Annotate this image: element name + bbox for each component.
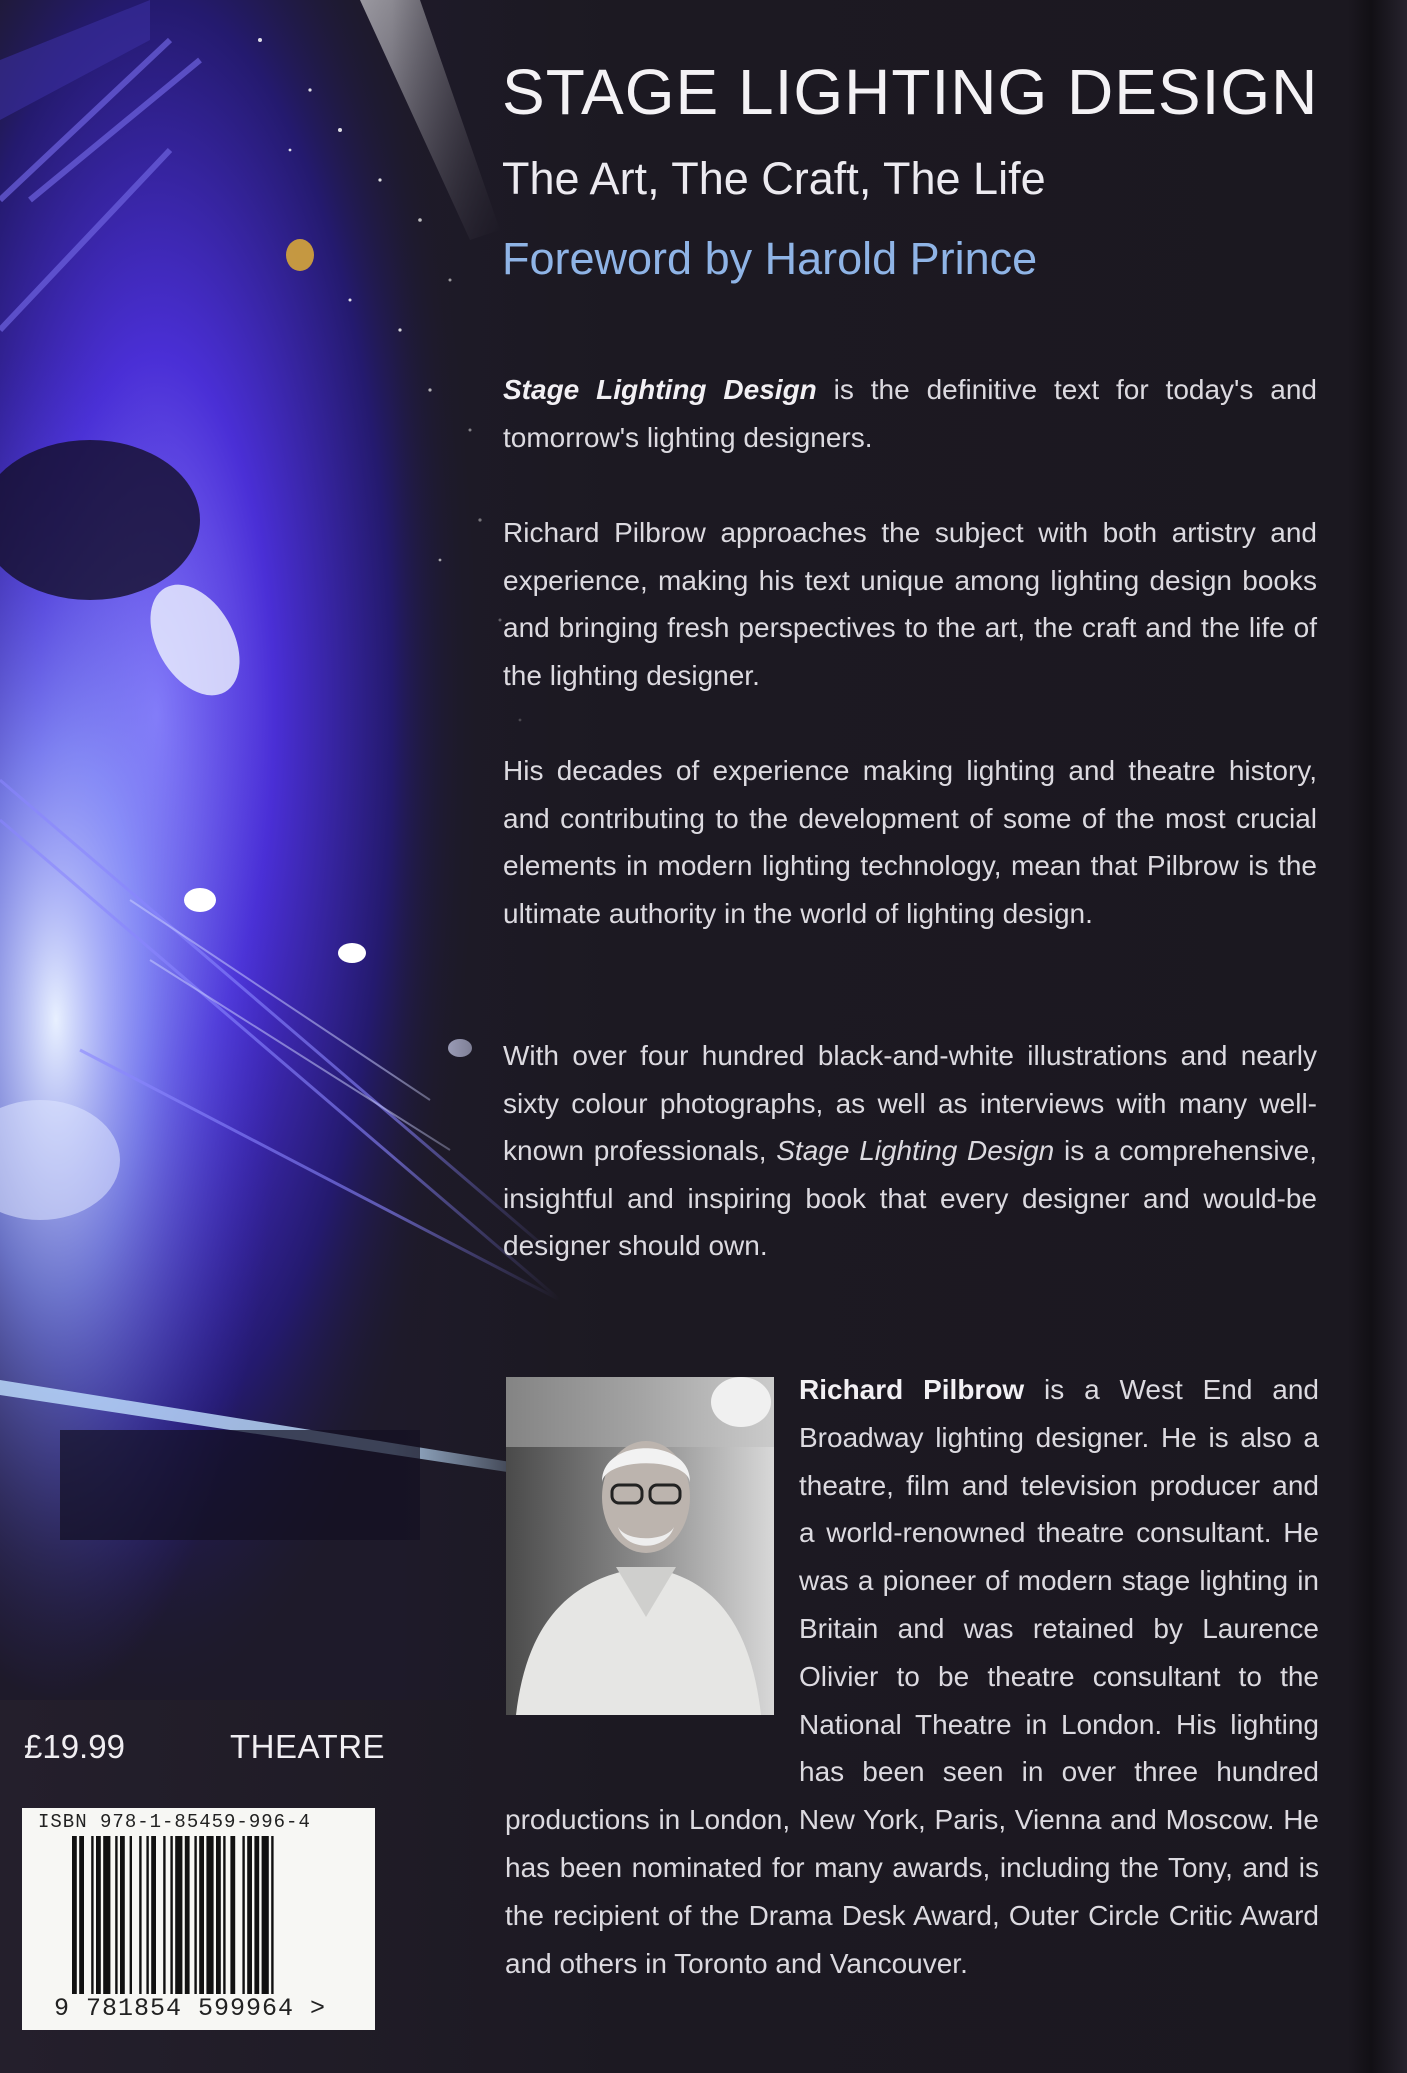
isbn-label: ISBN 978-1-85459-996-4 <box>38 1811 311 1833</box>
barcode-bar <box>206 1836 213 1994</box>
blurb-paragraph-2: Richard Pilbrow approaches the subject with both artistry and experience, making his text unique among lighting design books and bringing fresh perspectives to the art, the craft and the life of the lighting designer. <box>503 517 1317 691</box>
blurb-paragraph-3: His decades of experience making lighting and theatre history, and contributing to the development of some of the most crucial elements in modern lighting technology, mean that Pilbrow is the ultimate authority in the world of lighting design. <box>503 755 1317 929</box>
barcode-bar <box>103 1836 110 1994</box>
barcode-bar <box>151 1836 156 1994</box>
barcode-bar <box>91 1836 93 1994</box>
barcode-bar <box>230 1836 235 1994</box>
author-photo <box>506 1377 774 1715</box>
blurb-paragraph-1 <box>503 366 1317 461</box>
barcode-bar <box>170 1836 172 1994</box>
book-title: STAGE LIGHTING DESIGN <box>502 56 1319 128</box>
barcode-number: 9 781854 599964 > <box>54 1994 327 2023</box>
barcode-bar <box>79 1836 84 1994</box>
category-label: THEATRE <box>230 1728 386 1765</box>
barcode-bar <box>163 1836 165 1994</box>
stage-lighting-photo <box>0 0 560 1700</box>
blurb-text: With over four hundred black-and-white illustrations and nearly sixty colour photographs, as well as interviews with many well-known professionals, <box>503 1040 1317 1166</box>
barcode-bar <box>96 1836 101 1994</box>
blurb-text: is a comprehensive, insightful and inspiring book that every designer and would-be designer should own. <box>503 1135 1317 1261</box>
barcode-bar <box>254 1836 259 1994</box>
barcode-bar <box>120 1836 125 1994</box>
price: £19.99 <box>24 1728 125 1765</box>
author-bio-text: is a West End and Broadway lighting designer. He is also a theatre, film and television producer and a world-renowned theatre consultant. He was a pioneer of modern stage lighting in Britain and was retained by Laurence Olivier to be theatre consultant to the National Theatre in London. His lighting has been seen in over three hundred productions in London, New York, Paris, Vienna and Moscow. He has been nominated for many awards, including the Tony, and is the recipient of the Drama Desk Award, Outer Circle Critic Award and others in Toronto and Vancouver. <box>505 1374 1319 1979</box>
book-subtitle: The Art, The Craft, The Life <box>502 153 1046 204</box>
barcode-bar <box>216 1836 221 1994</box>
barcode-bar <box>223 1836 225 1994</box>
blurb-paragraph-4 <box>503 1032 1317 1270</box>
barcode-bar <box>242 1836 244 1994</box>
barcode-bar <box>271 1836 273 1994</box>
barcode-bar <box>194 1836 196 1994</box>
foreword-credit: Foreword by Harold Prince <box>502 233 1038 284</box>
barcode-bar <box>115 1836 117 1994</box>
barcode-bar <box>199 1836 204 1994</box>
book-title-italic: Stage Lighting Design <box>776 1135 1055 1166</box>
book-title-inline: Stage Lighting Design <box>503 374 817 405</box>
spine-edge-shadow <box>1347 0 1407 2073</box>
barcode-bar <box>262 1836 269 1994</box>
barcode-bar <box>130 1836 132 1994</box>
author-name: Richard Pilbrow <box>799 1374 1025 1405</box>
barcode-bar <box>247 1836 252 1994</box>
barcode-bar <box>72 1836 77 1994</box>
barcode-bar <box>175 1836 182 1994</box>
barcode-bar <box>185 1836 190 1994</box>
barcode-bar <box>139 1836 141 1994</box>
blurb-text: is the definitive text for today's and tomorrow's lighting designers. <box>503 374 1317 453</box>
barcode <box>72 1836 332 1994</box>
barcode-bar <box>146 1836 148 1994</box>
